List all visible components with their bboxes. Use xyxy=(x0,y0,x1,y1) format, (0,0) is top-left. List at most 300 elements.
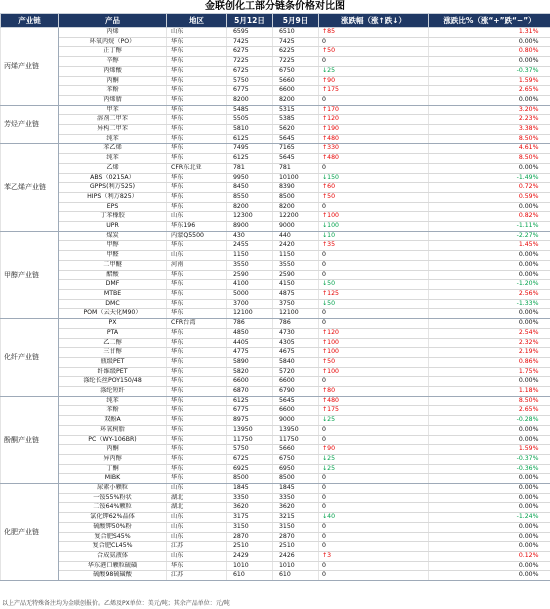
price-previous-cell: 12200 xyxy=(273,212,319,222)
region-cell: 湖北 xyxy=(167,493,227,503)
price-current-cell: 4405 xyxy=(227,338,273,348)
table-row xyxy=(1,241,550,251)
product-cell: 尿素小颗粒 xyxy=(59,484,167,494)
table-row xyxy=(1,503,550,513)
region-cell: 华东 xyxy=(167,183,227,193)
table-row xyxy=(1,125,550,135)
price-previous-cell: 5840 xyxy=(273,357,319,367)
change-cell: 0 xyxy=(319,319,429,329)
product-cell: 环氧丙烷（PO） xyxy=(59,37,167,47)
table-row xyxy=(1,513,550,523)
chain-label: 甲醇产业链 xyxy=(1,231,59,318)
change-pct-cell: 2.19% xyxy=(429,348,550,358)
product-cell: 异构二甲苯 xyxy=(59,125,167,135)
change-cell: ↑90 xyxy=(319,76,429,86)
price-previous-cell: 2590 xyxy=(273,270,319,280)
product-cell: 甲苯 xyxy=(59,105,167,115)
price-previous-cell: 5315 xyxy=(273,105,319,115)
table-row xyxy=(1,289,550,299)
header-change-pct: 涨跌比%（涨“+”跌“−”） xyxy=(429,14,550,28)
product-cell: 甲醛 xyxy=(59,251,167,261)
product-cell: 华东港口颗粒硫磺 xyxy=(59,561,167,571)
price-table xyxy=(0,13,550,581)
product-cell: 异丙醇 xyxy=(59,454,167,464)
price-current-cell: 6925 xyxy=(227,464,273,474)
change-cell: 0 xyxy=(319,522,429,532)
change-pct-cell: 0.00% xyxy=(429,474,550,484)
price-previous-cell: 3350 xyxy=(273,493,319,503)
region-cell: 华东 xyxy=(167,396,227,406)
region-cell: 华东 xyxy=(167,241,227,251)
price-previous-cell: 5645 xyxy=(273,134,319,144)
price-previous-cell: 5645 xyxy=(273,154,319,164)
product-cell: 甲醇 xyxy=(59,241,167,251)
price-previous-cell: 4150 xyxy=(273,280,319,290)
price-previous-cell: 2870 xyxy=(273,532,319,542)
table-row xyxy=(1,522,550,532)
change-pct-cell: 0.00% xyxy=(429,202,550,212)
change-pct-cell: 1.18% xyxy=(429,387,550,397)
price-current-cell: 4100 xyxy=(227,280,273,290)
table-row xyxy=(1,396,550,406)
product-cell: MIBK xyxy=(59,474,167,484)
price-current-cell: 6595 xyxy=(227,28,273,38)
table-row xyxy=(1,367,550,377)
region-cell: CFR东北亚 xyxy=(167,163,227,173)
price-current-cell: 5750 xyxy=(227,76,273,86)
change-cell: 0 xyxy=(319,270,429,280)
product-cell: 丙烯腈 xyxy=(59,95,167,105)
change-cell: ↓25 xyxy=(319,464,429,474)
price-previous-cell: 12100 xyxy=(273,309,319,319)
product-cell: MTBE xyxy=(59,289,167,299)
change-pct-cell: 0.59% xyxy=(429,192,550,202)
change-pct-cell: 0.72% xyxy=(429,183,550,193)
price-previous-cell: 3150 xyxy=(273,522,319,532)
change-cell: ↑120 xyxy=(319,328,429,338)
change-pct-cell: 0.00% xyxy=(429,309,550,319)
region-cell: 华东 xyxy=(167,367,227,377)
product-cell: GPPS(利万525) xyxy=(59,183,167,193)
change-cell: ↑330 xyxy=(319,144,429,154)
price-current-cell: 1010 xyxy=(227,561,273,571)
region-cell: 华东 xyxy=(167,144,227,154)
price-previous-cell: 8390 xyxy=(273,183,319,193)
price-current-cell: 2510 xyxy=(227,542,273,552)
price-current-cell: 6775 xyxy=(227,406,273,416)
product-cell: 复合肥CL45% xyxy=(59,542,167,552)
change-pct-cell: 3.38% xyxy=(429,125,550,135)
product-cell: 乙烯 xyxy=(59,163,167,173)
price-previous-cell: 5620 xyxy=(273,125,319,135)
change-cell: 0 xyxy=(319,571,429,581)
change-pct-cell: -1.33% xyxy=(429,299,550,309)
price-current-cell: 6125 xyxy=(227,134,273,144)
price-current-cell: 12300 xyxy=(227,212,273,222)
change-cell: ↓25 xyxy=(319,454,429,464)
region-cell: 华东 xyxy=(167,357,227,367)
product-cell: PTA xyxy=(59,328,167,338)
table-row xyxy=(1,280,550,290)
change-cell: 0 xyxy=(319,474,429,484)
product-cell: EPS xyxy=(59,202,167,212)
price-previous-cell: 7225 xyxy=(273,57,319,67)
change-cell: ↓50 xyxy=(319,280,429,290)
table-row xyxy=(1,270,550,280)
price-previous-cell: 3750 xyxy=(273,299,319,309)
region-cell: 华东 xyxy=(167,416,227,426)
change-pct-cell: 3.20% xyxy=(429,105,550,115)
change-pct-cell: 0.00% xyxy=(429,561,550,571)
region-cell: 华东 xyxy=(167,154,227,164)
change-cell: ↑170 xyxy=(319,105,429,115)
product-cell: 一铵55%粉状 xyxy=(59,493,167,503)
header-chain: 产业链 xyxy=(1,14,59,28)
price-previous-cell: 5660 xyxy=(273,445,319,455)
region-cell: 山东 xyxy=(167,28,227,38)
price-current-cell: 8500 xyxy=(227,474,273,484)
region-cell: 华东 xyxy=(167,66,227,76)
change-pct-cell: 0.12% xyxy=(429,551,550,561)
region-cell: 华东 xyxy=(167,105,227,115)
price-previous-cell: 6600 xyxy=(273,86,319,96)
price-previous-cell: 1010 xyxy=(273,561,319,571)
table-body xyxy=(1,28,550,581)
change-pct-cell: 0.00% xyxy=(429,319,550,329)
product-cell: 纯苯 xyxy=(59,396,167,406)
region-cell: 华东 xyxy=(167,474,227,484)
table-row xyxy=(1,66,550,76)
product-cell: 纯苯 xyxy=(59,154,167,164)
price-previous-cell: 6225 xyxy=(273,47,319,57)
change-pct-cell: 0.00% xyxy=(429,484,550,494)
change-pct-cell: 2.23% xyxy=(429,115,550,125)
header-product: 产品 xyxy=(59,14,167,28)
region-cell: 华东 xyxy=(167,464,227,474)
table-row xyxy=(1,251,550,261)
product-cell: 涤纶长丝POY150/48 xyxy=(59,377,167,387)
price-current-cell: 6600 xyxy=(227,377,273,387)
change-cell: ↑50 xyxy=(319,47,429,57)
change-cell: ↑35 xyxy=(319,241,429,251)
price-current-cell: 1845 xyxy=(227,484,273,494)
change-pct-cell: 1.59% xyxy=(429,76,550,86)
change-pct-cell: 0.00% xyxy=(429,493,550,503)
price-previous-cell: 4675 xyxy=(273,348,319,358)
price-current-cell: 9950 xyxy=(227,173,273,183)
table-row xyxy=(1,163,550,173)
price-previous-cell: 6510 xyxy=(273,28,319,38)
product-cell: 二铵64%颗粒 xyxy=(59,503,167,513)
region-cell: 山东 xyxy=(167,212,227,222)
price-previous-cell: 9000 xyxy=(273,416,319,426)
table-row xyxy=(1,464,550,474)
price-current-cell: 6275 xyxy=(227,47,273,57)
change-pct-cell: 2.32% xyxy=(429,338,550,348)
product-cell: 苯酚 xyxy=(59,406,167,416)
table-row xyxy=(1,299,550,309)
price-previous-cell: 4305 xyxy=(273,338,319,348)
change-cell: 0 xyxy=(319,37,429,47)
product-cell: 正丁醇 xyxy=(59,47,167,57)
region-cell: 华东 xyxy=(167,270,227,280)
price-previous-cell: 2510 xyxy=(273,542,319,552)
region-cell: 山东 xyxy=(167,532,227,542)
price-current-cell: 5890 xyxy=(227,357,273,367)
region-cell: 华东 xyxy=(167,435,227,445)
price-previous-cell: 3215 xyxy=(273,513,319,523)
change-pct-cell: 2.65% xyxy=(429,86,550,96)
change-cell: ↑50 xyxy=(319,192,429,202)
change-cell: ↑100 xyxy=(319,367,429,377)
region-cell: 华东 xyxy=(167,561,227,571)
header-date-previous: 5月9日 xyxy=(273,14,319,28)
table-row xyxy=(1,425,550,435)
table-row xyxy=(1,551,550,561)
region-cell: 华东 xyxy=(167,57,227,67)
price-current-cell: 2870 xyxy=(227,532,273,542)
change-pct-cell: 1.31% xyxy=(429,28,550,38)
product-cell: 纤维级PET xyxy=(59,367,167,377)
product-cell: 丁酮 xyxy=(59,464,167,474)
table-row xyxy=(1,474,550,484)
price-previous-cell: 1845 xyxy=(273,484,319,494)
price-previous-cell: 6600 xyxy=(273,406,319,416)
price-previous-cell: 4730 xyxy=(273,328,319,338)
change-cell: 0 xyxy=(319,163,429,173)
product-cell: 纯苯 xyxy=(59,134,167,144)
header-row xyxy=(1,14,550,28)
region-cell: 山东 xyxy=(167,522,227,532)
change-pct-cell: 0.00% xyxy=(429,95,550,105)
table-row xyxy=(1,338,550,348)
change-pct-cell: -1.49% xyxy=(429,173,550,183)
change-cell: 0 xyxy=(319,425,429,435)
region-cell: 华东 xyxy=(167,309,227,319)
product-cell: POM（云天化M90） xyxy=(59,309,167,319)
region-cell: 华东 xyxy=(167,289,227,299)
table-row xyxy=(1,57,550,67)
price-current-cell: 5505 xyxy=(227,115,273,125)
change-pct-cell: 0.00% xyxy=(429,377,550,387)
price-current-cell: 1150 xyxy=(227,251,273,261)
table-row xyxy=(1,319,550,329)
price-current-cell: 610 xyxy=(227,571,273,581)
price-current-cell: 786 xyxy=(227,319,273,329)
price-previous-cell: 9000 xyxy=(273,222,319,232)
change-cell: 0 xyxy=(319,377,429,387)
region-cell: 华东 xyxy=(167,125,227,135)
region-cell: 山东 xyxy=(167,551,227,561)
change-pct-cell: 0.00% xyxy=(429,57,550,67)
price-previous-cell: 7425 xyxy=(273,37,319,47)
change-pct-cell: -1.24% xyxy=(429,513,550,523)
change-pct-cell: 0.00% xyxy=(429,503,550,513)
price-current-cell: 430 xyxy=(227,231,273,241)
product-cell: 合成氨液体 xyxy=(59,551,167,561)
table-row xyxy=(1,222,550,232)
change-cell: ↑480 xyxy=(319,396,429,406)
price-current-cell: 13950 xyxy=(227,425,273,435)
price-previous-cell: 610 xyxy=(273,571,319,581)
product-cell: 苯酚 xyxy=(59,86,167,96)
region-cell: 山东 xyxy=(167,513,227,523)
price-current-cell: 6775 xyxy=(227,86,273,96)
price-current-cell: 2455 xyxy=(227,241,273,251)
table-row xyxy=(1,387,550,397)
table-row xyxy=(1,86,550,96)
product-cell: UPR xyxy=(59,222,167,232)
sheet-title: 金联创化工部分链条价格对比图 xyxy=(205,1,345,12)
change-pct-cell: 0.00% xyxy=(429,522,550,532)
change-pct-cell: 1.45% xyxy=(429,241,550,251)
table-row xyxy=(1,377,550,387)
region-cell: 华东 xyxy=(167,406,227,416)
price-previous-cell: 8200 xyxy=(273,95,319,105)
product-cell: ABS（0215A） xyxy=(59,173,167,183)
price-current-cell: 6870 xyxy=(227,387,273,397)
table-row xyxy=(1,309,550,319)
region-cell: 华东 xyxy=(167,115,227,125)
change-pct-cell: 2.54% xyxy=(429,328,550,338)
change-pct-cell: 0.00% xyxy=(429,571,550,581)
product-cell: 双酚A xyxy=(59,416,167,426)
chain-label: 化肥产业链 xyxy=(1,484,59,581)
price-current-cell: 8450 xyxy=(227,183,273,193)
change-pct-cell: 8.50% xyxy=(429,154,550,164)
change-cell: 0 xyxy=(319,95,429,105)
product-cell: 丁苯橡胶 xyxy=(59,212,167,222)
change-pct-cell: 0.00% xyxy=(429,163,550,173)
price-previous-cell: 2426 xyxy=(273,551,319,561)
table-row xyxy=(1,454,550,464)
price-current-cell: 3700 xyxy=(227,299,273,309)
table-row xyxy=(1,144,550,154)
product-cell: 丙酮 xyxy=(59,445,167,455)
price-current-cell: 2429 xyxy=(227,551,273,561)
change-pct-cell: 1.59% xyxy=(429,445,550,455)
product-cell: 涤纶短纤 xyxy=(59,387,167,397)
price-current-cell: 3150 xyxy=(227,522,273,532)
change-cell: ↓150 xyxy=(319,173,429,183)
table-row xyxy=(1,260,550,270)
change-cell: 0 xyxy=(319,435,429,445)
chain-label: 酚酮产业链 xyxy=(1,396,59,483)
price-previous-cell: 5720 xyxy=(273,367,319,377)
change-cell: 0 xyxy=(319,309,429,319)
price-current-cell: 7495 xyxy=(227,144,273,154)
product-cell: 醋酸 xyxy=(59,270,167,280)
price-current-cell: 7225 xyxy=(227,57,273,67)
change-pct-cell: -0.37% xyxy=(429,454,550,464)
table-row xyxy=(1,231,550,241)
table-row xyxy=(1,328,550,338)
product-cell: 煤炭 xyxy=(59,231,167,241)
region-cell: 华东 xyxy=(167,328,227,338)
header-date-current: 5月12日 xyxy=(227,14,273,28)
change-cell: ↑85 xyxy=(319,28,429,38)
price-previous-cell: 5385 xyxy=(273,115,319,125)
change-pct-cell: -0.36% xyxy=(429,464,550,474)
price-previous-cell: 3620 xyxy=(273,503,319,513)
change-pct-cell: 8.50% xyxy=(429,396,550,406)
price-current-cell: 11750 xyxy=(227,435,273,445)
table-row xyxy=(1,28,550,38)
product-cell: HIPS（利万825） xyxy=(59,192,167,202)
product-cell: 丙烯 xyxy=(59,28,167,38)
price-previous-cell: 440 xyxy=(273,231,319,241)
product-cell: 苯乙烯 xyxy=(59,144,167,154)
price-current-cell: 4850 xyxy=(227,328,273,338)
chain-label: 芳烃产业链 xyxy=(1,105,59,144)
region-cell: 内蒙Q5500 xyxy=(167,231,227,241)
region-cell: 华东 xyxy=(167,47,227,57)
change-pct-cell: -0.37% xyxy=(429,66,550,76)
change-cell: 0 xyxy=(319,251,429,261)
product-cell: 丙酮 xyxy=(59,76,167,86)
price-previous-cell: 4875 xyxy=(273,289,319,299)
price-previous-cell: 8500 xyxy=(273,192,319,202)
price-current-cell: 3550 xyxy=(227,260,273,270)
product-cell: 复合肥S45% xyxy=(59,532,167,542)
product-cell: 硫酸钾50%粉 xyxy=(59,522,167,532)
region-cell: 华东 xyxy=(167,86,227,96)
table-row xyxy=(1,493,550,503)
region-cell: 华东 xyxy=(167,338,227,348)
product-cell: 硫酸98硫磺酸 xyxy=(59,571,167,581)
change-cell: ↓25 xyxy=(319,416,429,426)
change-cell: ↑100 xyxy=(319,338,429,348)
price-current-cell: 12100 xyxy=(227,309,273,319)
price-current-cell: 3620 xyxy=(227,503,273,513)
table-row xyxy=(1,134,550,144)
change-cell: ↓25 xyxy=(319,66,429,76)
change-cell: ↑80 xyxy=(319,387,429,397)
region-cell: 湖北 xyxy=(167,503,227,513)
region-cell: 华东 xyxy=(167,202,227,212)
price-current-cell: 781 xyxy=(227,163,273,173)
price-current-cell: 3175 xyxy=(227,513,273,523)
region-cell: 华东196 xyxy=(167,222,227,232)
price-previous-cell: 786 xyxy=(273,319,319,329)
chain-label: 化纤产业链 xyxy=(1,319,59,397)
change-pct-cell: -1.20% xyxy=(429,280,550,290)
price-current-cell: 5000 xyxy=(227,289,273,299)
product-cell: PX xyxy=(59,319,167,329)
table-row xyxy=(1,37,550,47)
price-current-cell: 5485 xyxy=(227,105,273,115)
region-cell: 山东 xyxy=(167,484,227,494)
price-current-cell: 7425 xyxy=(227,37,273,47)
region-cell: 华东 xyxy=(167,173,227,183)
change-pct-cell: 0.00% xyxy=(429,425,550,435)
region-cell: 华东 xyxy=(167,192,227,202)
table-row xyxy=(1,484,550,494)
product-cell: DMC xyxy=(59,299,167,309)
change-pct-cell: -2.27% xyxy=(429,231,550,241)
price-previous-cell: 7165 xyxy=(273,144,319,154)
table-row xyxy=(1,47,550,57)
price-current-cell: 2590 xyxy=(227,270,273,280)
region-cell: 山东 xyxy=(167,251,227,261)
price-current-cell: 8550 xyxy=(227,192,273,202)
table-row xyxy=(1,173,550,183)
price-previous-cell: 3550 xyxy=(273,260,319,270)
table-row xyxy=(1,571,550,581)
table-row xyxy=(1,357,550,367)
price-previous-cell: 10100 xyxy=(273,173,319,183)
region-cell: 华东 xyxy=(167,387,227,397)
